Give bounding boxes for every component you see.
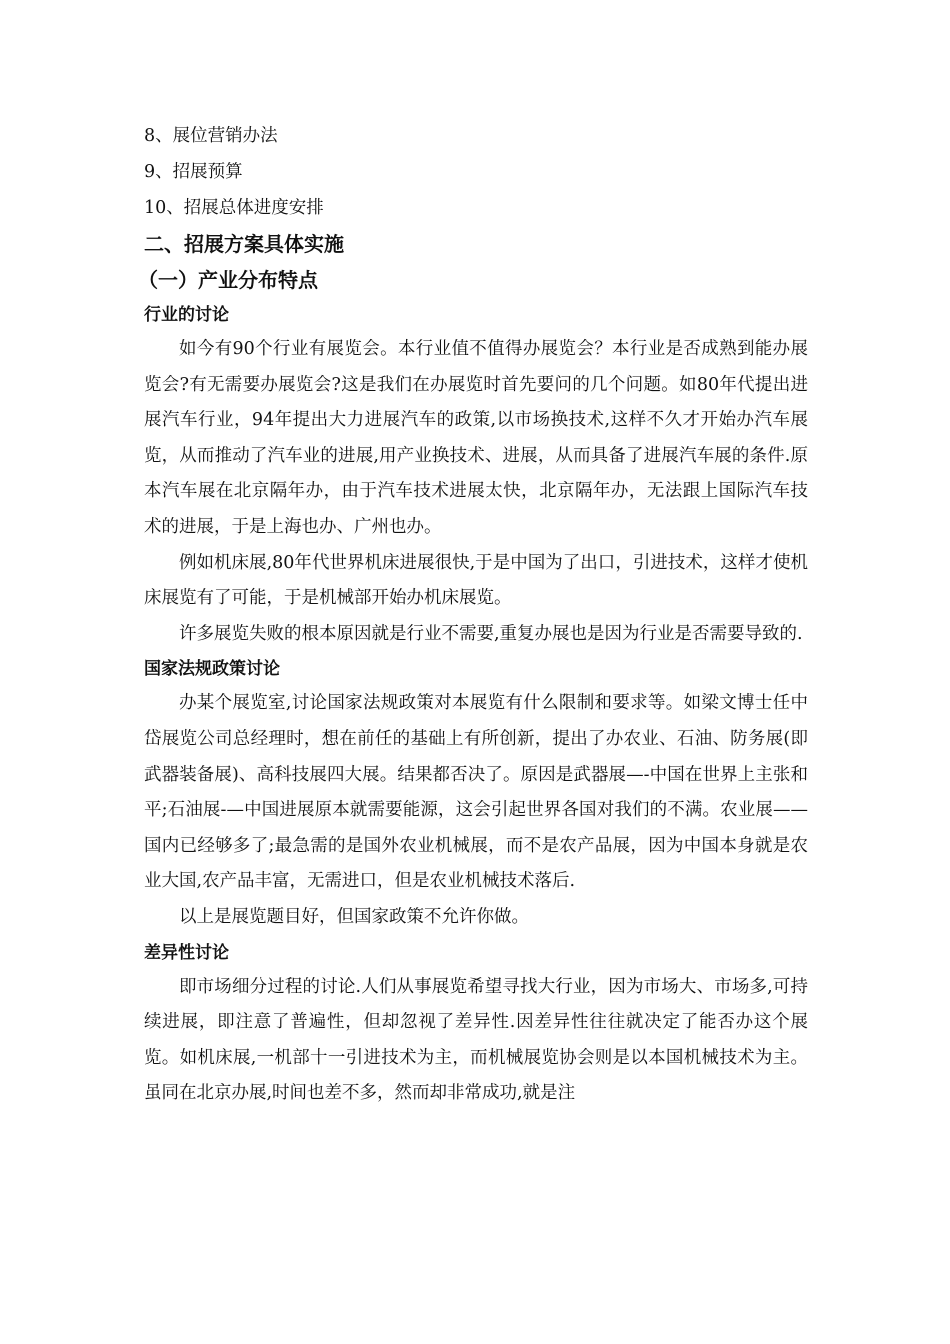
document-body — [138, 118, 808, 1112]
paragraph: 例如机床展,80年代世界机床进展很快,于是中国为了出口，引进技术，这样才使机床展览有了可能，于是机械部开始办机床展览。 — [144, 552, 808, 609]
paragraph: 许多展览失败的根本原因就是行业不需要,重复办展也是因为行业是否需要导致的. — [179, 623, 803, 644]
section-heading: 二、招展方案具体实施 — [144, 232, 344, 256]
paragraph: 以上是展览题目好，但国家政策不允许你做。 — [179, 906, 529, 927]
list-item-marketing: 8、展位营销办法 — [144, 126, 278, 146]
list-item-budget: 9、招展预算 — [144, 162, 243, 182]
paragraph: 如今有90个行业有展览会。本行业值不值得办展览会？本行业是否成熟到能办展览会?有无需要办展览会?这是我们在办展览时首先要问的几个问题。如80年代提出进展汽车行业，94年提出大力进展汽车的政策,以市场换技术,这样不久才开始办汽车展览，从而推动了汽车业的进展,用产业换技术、进展，从而具备了进展汽车展的条件.原本汽车展在北京隔年办，由于汽车技术进展太快，北京隔年办，无法跟上国际汽车技术的进展，于是上海也办、广州也办。 — [144, 339, 808, 537]
section-title-difference: 差异性讨论 — [144, 942, 229, 963]
list-item-schedule: 10、招展总体进度安排 — [144, 198, 324, 218]
section-title-policy: 国家法规政策讨论 — [144, 659, 280, 680]
paragraph: 办某个展览室,讨论国家法规政策对本展览有什么限制和要求等。如梁文博士任中岱展览公司总经理时，想在前任的基础上有所创新，提出了办农业、石油、防务展(即武器装备展)、高科技展四大展。结果都否决了。原因是武器展—-中国在世界上主张和平;石油展-—中国进展原本就需要能源，这会引起世界各国对我们的不满。农业展——国内已经够多了;最急需的是国外农业机械展，而不是农产品展，因为中国本身就是农业大国,农产品丰富，无需进口，但是农业机械技术落后. — [144, 693, 808, 892]
section-title-industry: 行业的讨论 — [144, 305, 229, 325]
subsection-heading: （一）产业分布特点 — [138, 268, 318, 292]
paragraph: 即市场细分过程的讨论.人们从事展览希望寻找大行业，因为市场大、市场多,可持续进展，即注意了普遍性，但却忽视了差异性.因差异性往往就决定了能否办这个展览。如机床展,一机部十一引进技术为主，而机械展览协会则是以本国机械技术为主。虽同在北京办展,时间也差不多，然而却非常成功,就是注 — [144, 976, 808, 1104]
